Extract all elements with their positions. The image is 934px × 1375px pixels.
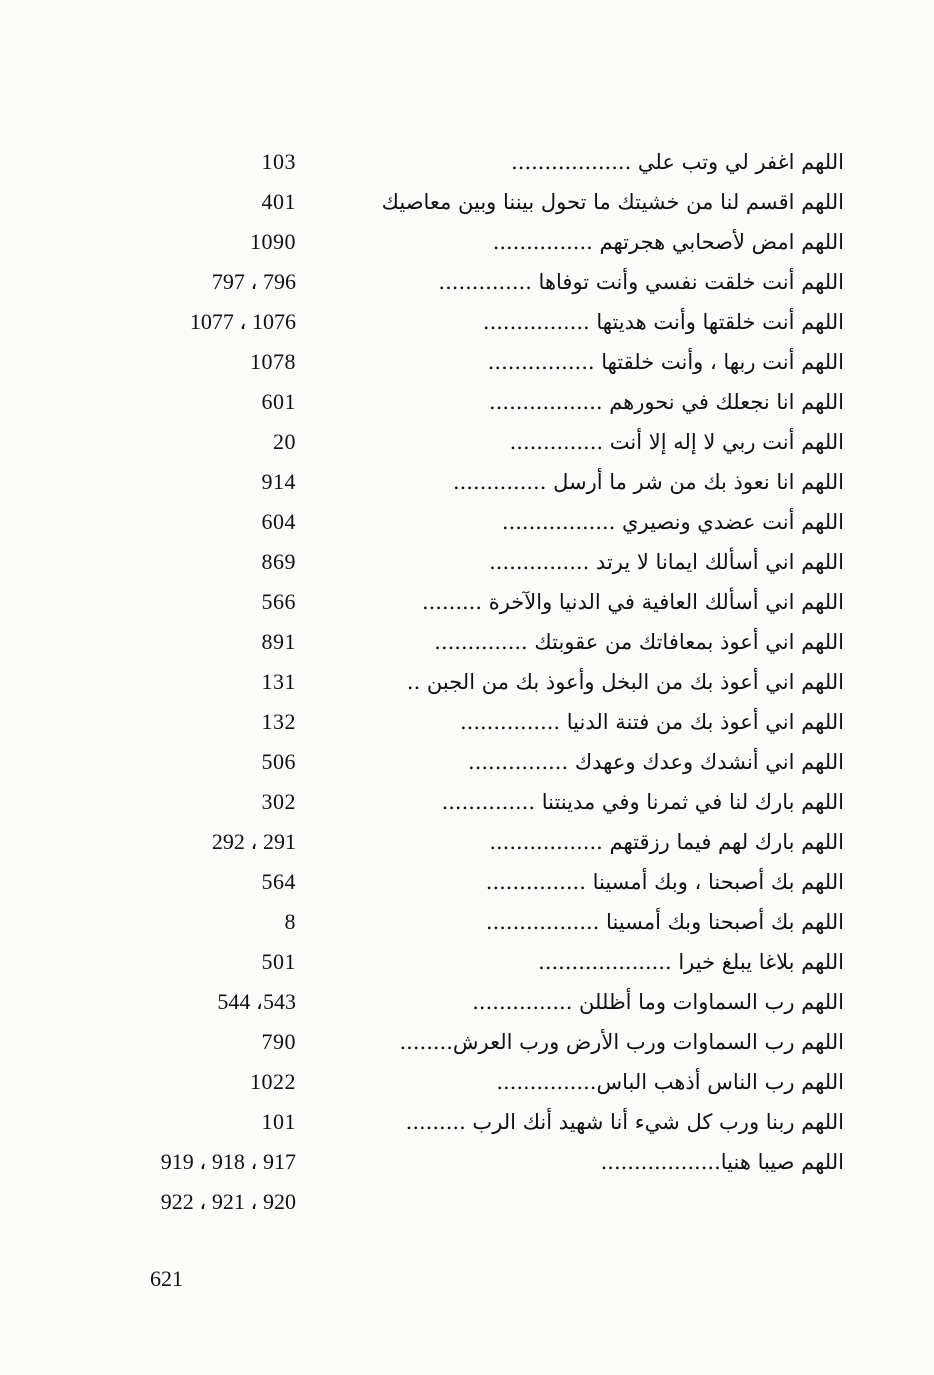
entry-text: اللهم بلاغا يبلغ خيرا .................... bbox=[538, 950, 844, 974]
index-entry bbox=[0, 823, 934, 863]
entry-pages: 601 bbox=[261, 389, 296, 414]
index-entry bbox=[0, 223, 934, 263]
entry-pages: 132 bbox=[261, 709, 296, 734]
entry-text: اللهم اني أسألك ايمانا لا يرتد ............... bbox=[489, 550, 844, 574]
entry-pages: 8 bbox=[284, 909, 296, 934]
entry-text: اللهم بارك لنا في ثمرنا وفي مدينتنا .............. bbox=[441, 790, 844, 814]
entry-text: اللهم رب الناس أذهب الباس............... bbox=[496, 1070, 844, 1094]
index-entry bbox=[0, 503, 934, 543]
entry-pages: 914 bbox=[261, 469, 296, 494]
entry-pages: 20 bbox=[273, 429, 296, 454]
entry-text: اللهم اني أنشدك وعدك وعهدك ............... bbox=[468, 750, 844, 774]
index-entry bbox=[0, 543, 934, 583]
entry-text: اللهم انا نجعلك في نحورهم ................. bbox=[489, 390, 844, 414]
index-entry bbox=[0, 943, 934, 983]
index-entry bbox=[0, 1103, 934, 1143]
entry-text: اللهم اني أعوذ بمعافاتك من عقوبتك .............. bbox=[434, 630, 844, 654]
index-entry bbox=[0, 863, 934, 903]
entry-text: اللهم امض لأصحابي هجرتهم ............... bbox=[492, 230, 844, 254]
entry-text: اللهم بك أصبحنا وبك أمسينا ................. bbox=[485, 910, 844, 934]
index-entry bbox=[0, 1023, 934, 1063]
entry-pages: 1077 ، 1076 bbox=[189, 309, 296, 334]
entry-pages: 302 bbox=[261, 789, 296, 814]
entry-text: اللهم أنت خلقت نفسي وأنت توفاها .............. bbox=[438, 270, 844, 294]
index-entry bbox=[0, 423, 934, 463]
index-entry bbox=[0, 903, 934, 943]
index-entry bbox=[0, 383, 934, 423]
index-entry bbox=[0, 1063, 934, 1103]
entry-pages: 604 bbox=[261, 509, 296, 534]
entry-text: اللهم أنت عضدي ونصيري ................. bbox=[501, 510, 844, 534]
entry-pages: 564 bbox=[261, 869, 296, 894]
index-entry bbox=[0, 343, 934, 383]
entry-text: اللهم اني أعوذ بك من فتنة الدنيا ............... bbox=[459, 710, 844, 734]
entry-pages: 131 bbox=[261, 669, 296, 694]
entry-pages: 790 bbox=[261, 1029, 296, 1054]
entry-pages: 922 ، 921 ، 920 bbox=[160, 1189, 296, 1214]
entry-text: اللهم اغفر لي وتب علي .................. bbox=[511, 150, 844, 174]
index-entry bbox=[0, 143, 934, 183]
index-entry bbox=[0, 703, 934, 743]
index-entry bbox=[0, 583, 934, 623]
index-entry bbox=[0, 663, 934, 703]
entry-text: اللهم رب السماوات وما أظللن ............... bbox=[472, 990, 844, 1014]
index-entry bbox=[0, 463, 934, 503]
entry-text: اللهم أنت خلقتها وأنت هديتها ................ bbox=[482, 310, 844, 334]
index-entry bbox=[0, 983, 934, 1023]
page-number: 621 bbox=[150, 1266, 183, 1291]
entry-text: اللهم ربنا ورب كل شيء أنا شهيد أنك الرب ......... bbox=[405, 1110, 844, 1134]
entry-text: اللهم بك أصبحنا ، وبك أمسينا ............... bbox=[485, 870, 844, 894]
entry-text: اللهم انا نعوذ بك من شر ما أرسل .............. bbox=[452, 470, 844, 494]
index-entry bbox=[0, 183, 934, 223]
index-entry bbox=[0, 263, 934, 303]
entry-text: اللهم اني أعوذ بك من البخل وأعوذ بك من الجبن .. bbox=[406, 670, 844, 694]
entry-pages: 103 bbox=[261, 149, 296, 174]
entry-pages: 869 bbox=[261, 549, 296, 574]
entry-text: اللهم اني أسألك العافية في الدنيا والآخرة ......... bbox=[421, 590, 844, 614]
entry-text: اللهم رب السماوات ورب الأرض ورب العرش........ bbox=[399, 1030, 844, 1054]
entry-pages: 919 ، 918 ، 917 bbox=[160, 1149, 296, 1174]
entry-text: اللهم صيبا هنيا.................. bbox=[600, 1150, 844, 1174]
entry-pages: 506 bbox=[261, 749, 296, 774]
index-entry bbox=[0, 1183, 934, 1223]
entry-pages: 1090 bbox=[250, 229, 296, 254]
index-entry bbox=[0, 783, 934, 823]
index-entry bbox=[0, 303, 934, 343]
entry-pages: 401 bbox=[261, 189, 296, 214]
entry-pages: 891 bbox=[261, 629, 296, 654]
entry-pages: 501 bbox=[261, 949, 296, 974]
entry-pages: 292 ، 291 bbox=[211, 829, 296, 854]
entry-pages: 1078 bbox=[250, 349, 296, 374]
entry-pages: 797 ، 796 bbox=[211, 269, 296, 294]
entry-text: اللهم أنت ربي لا إله إلا أنت .............. bbox=[509, 430, 844, 454]
entry-pages: 101 bbox=[261, 1109, 296, 1134]
entry-text: اللهم أنت ربها ، وأنت خلقتها ................ bbox=[487, 350, 844, 374]
index-entry bbox=[0, 743, 934, 783]
entry-text: اللهم اقسم لنا من خشيتك ما تحول بيننا وبين معاصيك bbox=[381, 190, 844, 214]
index-entry bbox=[0, 1143, 934, 1183]
entry-pages: 566 bbox=[261, 589, 296, 614]
entry-pages: 1022 bbox=[250, 1069, 296, 1094]
index-list bbox=[0, 143, 934, 1223]
entry-text: اللهم بارك لهم فيما رزقتهم ................. bbox=[489, 830, 844, 854]
index-entry bbox=[0, 623, 934, 663]
entry-pages: 544 ،543 bbox=[217, 989, 296, 1014]
